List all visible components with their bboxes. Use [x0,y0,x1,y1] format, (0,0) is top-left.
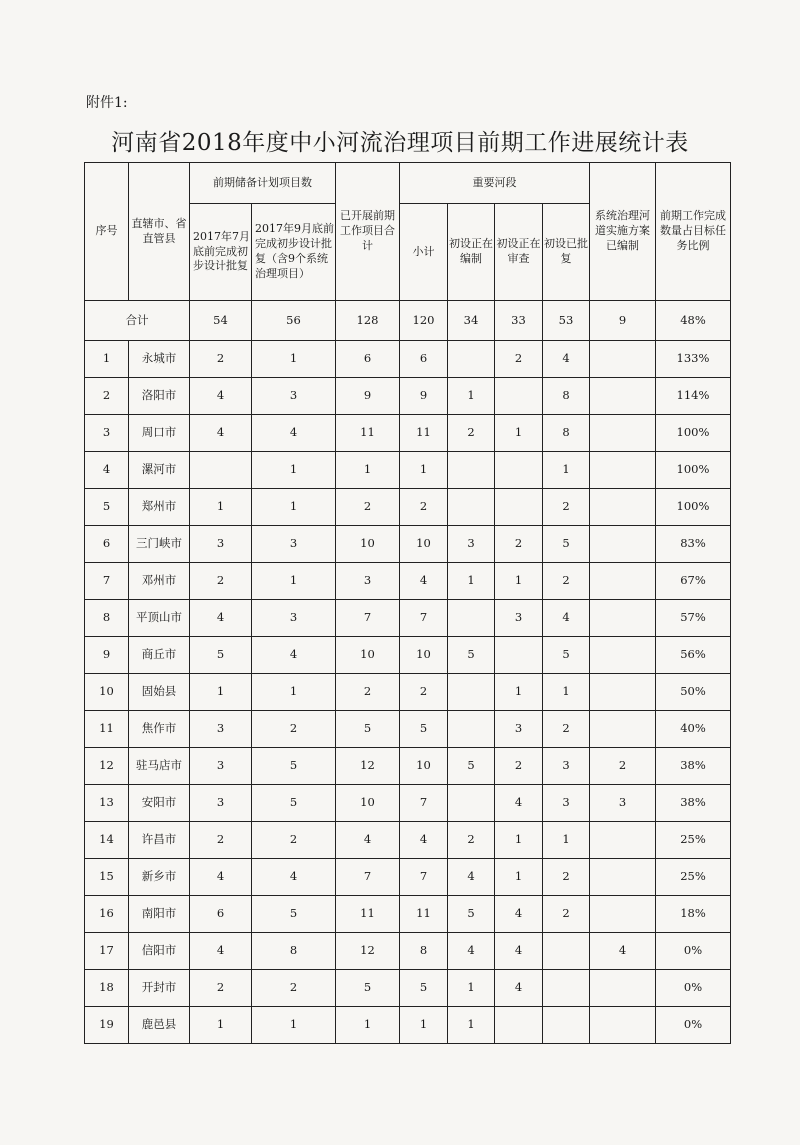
row-ratio: 0% [656,970,731,1007]
row-seq: 3 [85,415,129,452]
row-approved [543,1007,590,1044]
row-city: 永城市 [129,341,190,378]
row-seq: 13 [85,785,129,822]
row-reserve-b: 5 [252,785,336,822]
row-reviewing: 1 [495,859,543,896]
row-system [590,711,656,748]
row-drafting: 5 [448,748,495,785]
row-subtotal: 7 [400,859,448,896]
row-drafting: 4 [448,933,495,970]
header-system: 系统治理河道实施方案已编制 [590,163,656,301]
row-seq: 1 [85,341,129,378]
row-approved: 2 [543,711,590,748]
row-system [590,674,656,711]
row-reviewing: 1 [495,674,543,711]
row-approved: 1 [543,822,590,859]
row-ratio: 100% [656,452,731,489]
row-seq: 16 [85,896,129,933]
row-reviewing [495,489,543,526]
row-reviewing [495,378,543,415]
header-reserve-b: 2017年9月底前完成初步设计批复（含9个系统治理项目） [252,204,336,301]
row-city: 安阳市 [129,785,190,822]
row-drafting: 5 [448,896,495,933]
row-reserve-a: 1 [190,674,252,711]
row-city: 开封市 [129,970,190,1007]
row-reserve-b: 5 [252,748,336,785]
row-reserve-a: 2 [190,563,252,600]
row-system [590,526,656,563]
row-subtotal: 11 [400,415,448,452]
row-seq: 7 [85,563,129,600]
document-title: 河南省2018年度中小河流治理项目前期工作进展统计表 [111,130,689,156]
row-seq: 15 [85,859,129,896]
table-row [85,489,731,526]
row-started: 2 [336,489,400,526]
row-reserve-a: 6 [190,896,252,933]
row-reserve-a: 1 [190,1007,252,1044]
row-subtotal: 10 [400,637,448,674]
row-drafting [448,452,495,489]
row-reviewing: 4 [495,933,543,970]
row-ratio: 25% [656,822,731,859]
row-reserve-b: 4 [252,415,336,452]
row-subtotal: 8 [400,933,448,970]
row-drafting [448,711,495,748]
row-reviewing: 4 [495,896,543,933]
table-row [85,785,731,822]
row-city: 驻马店市 [129,748,190,785]
row-ratio: 67% [656,563,731,600]
row-ratio: 100% [656,415,731,452]
row-reserve-a: 3 [190,785,252,822]
table-row [85,341,731,378]
row-reserve-b: 3 [252,378,336,415]
row-seq: 9 [85,637,129,674]
row-drafting: 1 [448,563,495,600]
row-city: 新乡市 [129,859,190,896]
total-cell: 53 [543,301,590,341]
row-approved: 8 [543,415,590,452]
row-seq: 2 [85,378,129,415]
row-subtotal: 2 [400,489,448,526]
row-started: 2 [336,674,400,711]
row-reserve-b: 1 [252,341,336,378]
row-seq: 11 [85,711,129,748]
table-row [85,563,731,600]
row-drafting: 3 [448,526,495,563]
row-reviewing: 3 [495,600,543,637]
row-system [590,822,656,859]
row-reserve-a: 4 [190,415,252,452]
row-drafting [448,785,495,822]
row-approved: 5 [543,526,590,563]
row-reviewing: 4 [495,785,543,822]
row-reserve-b: 1 [252,489,336,526]
row-started: 12 [336,748,400,785]
row-reserve-b: 3 [252,600,336,637]
row-system [590,563,656,600]
row-approved [543,970,590,1007]
row-drafting: 2 [448,415,495,452]
row-started: 9 [336,378,400,415]
row-started: 10 [336,637,400,674]
row-drafting [448,341,495,378]
row-subtotal: 7 [400,600,448,637]
row-reserve-a: 4 [190,600,252,637]
row-started: 10 [336,785,400,822]
row-reviewing: 1 [495,822,543,859]
row-reserve-b: 2 [252,711,336,748]
row-subtotal: 4 [400,822,448,859]
row-ratio: 38% [656,785,731,822]
row-ratio: 114% [656,378,731,415]
total-cell: 33 [495,301,543,341]
row-reserve-b: 5 [252,896,336,933]
row-reserve-a: 2 [190,341,252,378]
row-approved: 8 [543,378,590,415]
row-system [590,489,656,526]
table-row [85,822,731,859]
row-reserve-b: 4 [252,637,336,674]
table-row [85,970,731,1007]
row-drafting: 1 [448,378,495,415]
row-drafting: 1 [448,970,495,1007]
row-ratio: 83% [656,526,731,563]
row-started: 6 [336,341,400,378]
row-reviewing: 1 [495,563,543,600]
row-seq: 6 [85,526,129,563]
row-subtotal: 1 [400,452,448,489]
row-started: 7 [336,859,400,896]
total-cell: 9 [590,301,656,341]
header-subtotal: 小计 [400,204,448,301]
row-reviewing: 2 [495,748,543,785]
row-started: 3 [336,563,400,600]
row-drafting: 4 [448,859,495,896]
row-system [590,341,656,378]
row-city: 邓州市 [129,563,190,600]
row-seq: 18 [85,970,129,1007]
header-approved: 初设已批复 [543,204,590,301]
row-reserve-a: 2 [190,970,252,1007]
row-ratio: 40% [656,711,731,748]
row-started: 5 [336,711,400,748]
row-started: 11 [336,415,400,452]
row-reserve-b: 1 [252,1007,336,1044]
table-row [85,378,731,415]
row-city: 焦作市 [129,711,190,748]
total-label: 合计 [85,301,190,341]
row-subtotal: 4 [400,563,448,600]
row-started: 1 [336,1007,400,1044]
table-row [85,674,731,711]
row-approved: 2 [543,563,590,600]
row-approved: 4 [543,600,590,637]
row-system [590,378,656,415]
table-row [85,748,731,785]
row-reserve-b: 3 [252,526,336,563]
row-reviewing: 3 [495,711,543,748]
row-subtotal: 6 [400,341,448,378]
row-city: 商丘市 [129,637,190,674]
total-cell: 56 [252,301,336,341]
header-reserve-a: 2017年7月底前完成初步设计批复 [190,204,252,301]
row-approved: 2 [543,489,590,526]
row-seq: 4 [85,452,129,489]
total-cell: 54 [190,301,252,341]
table-row [85,896,731,933]
row-seq: 17 [85,933,129,970]
row-ratio: 133% [656,341,731,378]
row-drafting [448,600,495,637]
row-approved [543,933,590,970]
row-started: 12 [336,933,400,970]
row-reserve-a: 2 [190,822,252,859]
attachment-label: 附件1: [86,95,128,111]
row-system [590,896,656,933]
row-reviewing [495,637,543,674]
row-reserve-b: 8 [252,933,336,970]
row-reserve-a: 3 [190,748,252,785]
header-city: 直辖市、省直管县 [129,163,190,301]
row-started: 7 [336,600,400,637]
row-seq: 5 [85,489,129,526]
row-subtotal: 5 [400,970,448,1007]
row-approved: 5 [543,637,590,674]
row-reserve-b: 1 [252,452,336,489]
row-system [590,415,656,452]
row-subtotal: 11 [400,896,448,933]
row-seq: 10 [85,674,129,711]
row-city: 许昌市 [129,822,190,859]
row-ratio: 56% [656,637,731,674]
row-system [590,600,656,637]
row-reviewing: 4 [495,970,543,1007]
row-seq: 12 [85,748,129,785]
row-system [590,452,656,489]
total-cell: 48% [656,301,731,341]
row-ratio: 18% [656,896,731,933]
row-ratio: 25% [656,859,731,896]
row-city: 信阳市 [129,933,190,970]
row-city: 平顶山市 [129,600,190,637]
statistics-table [84,162,731,1044]
row-system [590,970,656,1007]
header-reserve-group: 前期储备计划项目数 [190,163,336,204]
header-drafting: 初设正在编制 [448,204,495,301]
row-drafting [448,674,495,711]
row-reserve-b: 2 [252,822,336,859]
row-ratio: 50% [656,674,731,711]
row-seq: 14 [85,822,129,859]
row-city: 三门峡市 [129,526,190,563]
total-cell: 34 [448,301,495,341]
row-approved: 2 [543,859,590,896]
table-body [85,301,731,1044]
row-approved: 1 [543,452,590,489]
row-city: 固始县 [129,674,190,711]
table-row [85,600,731,637]
row-approved: 4 [543,341,590,378]
total-cell: 128 [336,301,400,341]
row-system [590,859,656,896]
row-ratio: 38% [656,748,731,785]
row-started: 1 [336,452,400,489]
row-system: 4 [590,933,656,970]
row-city: 漯河市 [129,452,190,489]
row-drafting [448,489,495,526]
row-ratio: 0% [656,1007,731,1044]
table-row [85,1007,731,1044]
row-ratio: 100% [656,489,731,526]
row-ratio: 0% [656,933,731,970]
row-system: 3 [590,785,656,822]
row-city: 洛阳市 [129,378,190,415]
row-reviewing [495,452,543,489]
row-subtotal: 10 [400,748,448,785]
row-started: 4 [336,822,400,859]
row-city: 南阳市 [129,896,190,933]
row-reserve-b: 2 [252,970,336,1007]
row-reserve-a: 5 [190,637,252,674]
header-started: 已开展前期工作项目合计 [336,163,400,301]
row-drafting: 1 [448,1007,495,1044]
total-row [85,301,731,341]
row-reserve-b: 1 [252,674,336,711]
row-city: 郑州市 [129,489,190,526]
row-approved: 3 [543,785,590,822]
row-system: 2 [590,748,656,785]
row-seq: 19 [85,1007,129,1044]
header-important-group: 重要河段 [400,163,590,204]
row-started: 11 [336,896,400,933]
row-drafting: 2 [448,822,495,859]
row-system [590,637,656,674]
row-reserve-b: 4 [252,859,336,896]
table-row [85,711,731,748]
row-seq: 8 [85,600,129,637]
row-city: 鹿邑县 [129,1007,190,1044]
table-row [85,933,731,970]
row-reviewing: 1 [495,415,543,452]
row-city: 周口市 [129,415,190,452]
row-subtotal: 9 [400,378,448,415]
row-reviewing [495,1007,543,1044]
row-subtotal: 5 [400,711,448,748]
row-subtotal: 10 [400,526,448,563]
row-subtotal: 2 [400,674,448,711]
row-reserve-a: 1 [190,489,252,526]
table-row [85,637,731,674]
row-approved: 1 [543,674,590,711]
table-row [85,859,731,896]
row-reserve-a: 4 [190,859,252,896]
row-reserve-a [190,452,252,489]
header-ratio: 前期工作完成数量占目标任务比例 [656,163,731,301]
total-cell: 120 [400,301,448,341]
row-reviewing: 2 [495,341,543,378]
table-row [85,452,731,489]
row-subtotal: 7 [400,785,448,822]
table-row [85,415,731,452]
row-drafting: 5 [448,637,495,674]
row-reserve-b: 1 [252,563,336,600]
row-reserve-a: 3 [190,711,252,748]
row-approved: 2 [543,896,590,933]
header-reviewing: 初设正在审查 [495,204,543,301]
header-seq: 序号 [85,163,129,301]
row-started: 10 [336,526,400,563]
row-ratio: 57% [656,600,731,637]
row-system [590,1007,656,1044]
row-subtotal: 1 [400,1007,448,1044]
row-reserve-a: 4 [190,933,252,970]
row-reviewing: 2 [495,526,543,563]
row-reserve-a: 3 [190,526,252,563]
row-started: 5 [336,970,400,1007]
row-reserve-a: 4 [190,378,252,415]
row-approved: 3 [543,748,590,785]
table-row [85,526,731,563]
